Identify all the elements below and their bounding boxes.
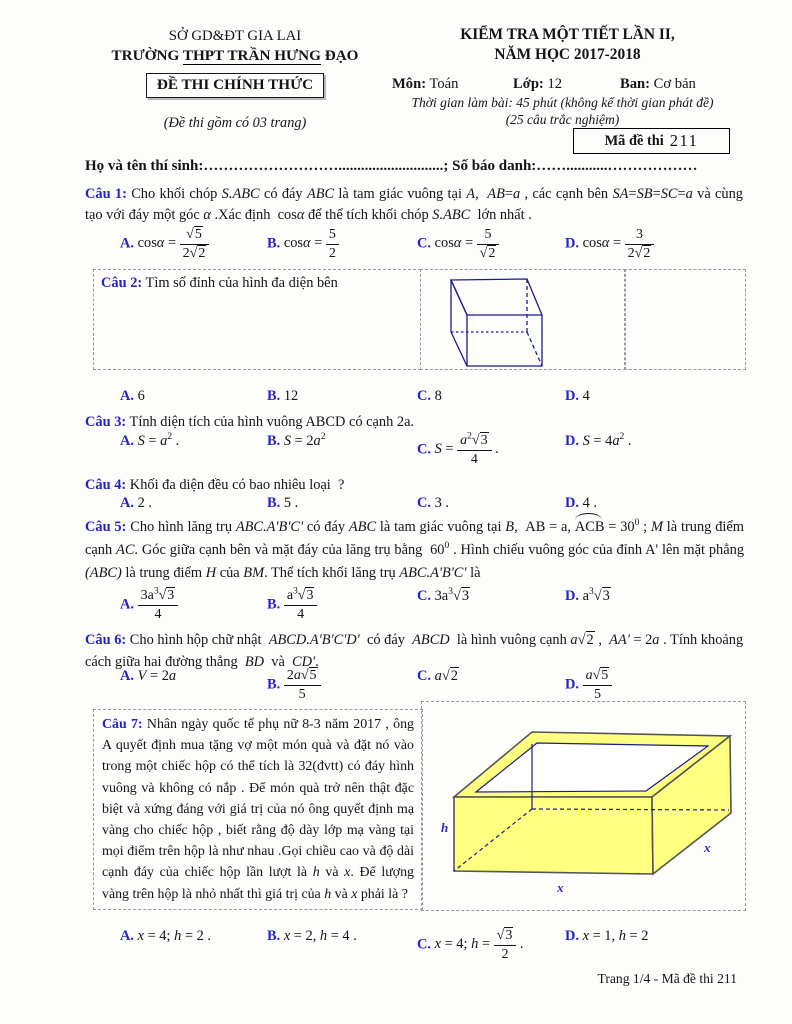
question-2-options — [85, 388, 747, 410]
department-name: SỞ GD&ĐT GIA LAI — [168, 28, 302, 44]
question-7-options — [85, 928, 747, 972]
question-5 — [85, 516, 744, 585]
question-4 — [85, 475, 743, 496]
page-footer: Trang 1/4 - Mã đề thi 211 — [597, 971, 737, 986]
option-a: A. $\frac{3a^3√3}{4}$ — [120, 588, 178, 622]
gift-box-figure — [424, 710, 742, 906]
question-6-label: Câu 6: — [85, 632, 127, 648]
student-name-line: Họ và tên thí sinh:………………………............................; Số báo danh:……...........……………… — [85, 158, 698, 174]
option-a: A. 2 . — [120, 495, 152, 511]
option-c: C. S = $\frac{a^2√3}{4}$ . — [417, 431, 499, 467]
option-b: B. cosα = $\frac{5}{2}$ — [267, 227, 339, 261]
option-b: B. $\frac{a^3√3}{4}$ — [267, 588, 317, 622]
question-5-options — [85, 588, 747, 634]
question-7-label: Câu 7: — [102, 717, 143, 732]
question-5-label: Câu 5: — [85, 519, 127, 535]
option-b: B. 12 — [267, 388, 299, 404]
option-c: C. 8 — [417, 388, 442, 404]
question-3-options — [85, 433, 747, 473]
option-b: B. $S = 2a^2$ — [267, 432, 326, 449]
polyhedron-figure — [439, 271, 547, 368]
question-2 — [93, 269, 421, 370]
question-count-note: (25 câu trắc nghiệm) — [505, 112, 620, 127]
option-c: C. $3a^3√3$ — [417, 587, 470, 604]
exam-title-line2: NĂM HỌC 2017-2018 — [494, 46, 641, 63]
question-3-label: Câu 3: — [85, 414, 127, 430]
official-exam-stamp: ĐỀ THI CHÍNH THỨC — [85, 73, 385, 98]
exam-code-label: Mã đề thi — [604, 132, 664, 149]
duration-note: Thời gian làm bài: 45 phút (không kể thời gian phát đề) — [411, 95, 714, 110]
option-d: D. $\frac{a√5}{5}$ — [565, 668, 612, 702]
option-a: A. 6 — [120, 388, 145, 404]
question-2-figure-cell — [420, 269, 626, 370]
option-d: D. x = 1, h = 2 — [565, 928, 649, 944]
question-7-figure-cell — [421, 701, 746, 911]
question-7 — [93, 709, 423, 910]
option-d: D. 4 . — [565, 495, 597, 511]
exam-page: SỞ GD&ĐT GIA LAI TRƯỜNG THPT TRẦN HƯNG ĐẠO ĐỀ THI CHÍNH THỨC (Đề thi gồm có 03 trang) KIỂM TRA MỘT TIẾT LẦN II, NĂM HỌC 2017-2018 Môn: Toán Lớp: 12 Ban: Cơ bản Thời gian làm bài: 45 phút (không kể thời gian phát đề) (25 câu trắc nghiệm) Mã đề thi 211 Họ và tên thí sinh:………………………............................; Số báo danh:……...........……………… Câu 1: Cho khối chóp S.ABC có đáy ABC là tam giác vuông tại A, AB=a , các cạnh bên SA=SB=SC=a và cùng tạo với đáy một góc α .Xác định cosα để thể tích khối chóp S.ABC lớn nhất . A. cosα = $\frac{√5}{2√2}$ B. cosα = $\frac{5}{2}$ C. cosα = $\frac{5}{√2}$ D. cosα = $\frac{3}{2√2}$ Câu 2: Tìm số đỉnh của hình đa diện bên A. 6 B. 12 C. 8 D. 4 Câu 3: Tính diện tích của hình vuông ABCD có cạnh 2a. A. $S = a^2$ . B. $S = 2a^2$ C. S = $\frac{a^2√3}{4}$ . D. $S = 4a^2$ . Câu 4: Khối đa diện đều có bao nhiêu loại ? A. 2 . B. 5 . C. 3 . D. 4 . Câu 5: Cho hình lăng trụ ABC.A'B'C' có đáy ABC là tam giác vuông tại B, AB = a, ACB = $30^0$ ; M là trung điểm cạnh AC. Góc giữa cạnh bên và mặt đáy của lăng trụ bằng $60^0$ . Hình chiếu vuông góc của đỉnh A' lên mặt phẳng (ABC) là trung điểm H của BM. Thể tích khối lăng trụ ABC.A'B'C' là A. $\frac{3a^3√3}{4}$ B. $\frac{a^3√3}{4}$ C. $3a^3√3$ D. $a^3√3$ Câu 6: Cho hình hộp chữ nhật ABCD.A'B'C'D' có đáy ABCD là hình vuông cạnh a√2 , AA' = 2a . Tính khoảng cách giữa hai đường thẳng BD và CD'. A. V = 2a B. $\frac{2a√5}{5}$ C. a√2 D. $\frac{a√5}{5}$ Câu 7: Nhân ngày quốc tế phụ nữ 8-3 năm 2017 , ông A quyết định mua tặng vợ một món quà và đặt nó vào trong một chiếc hộp có thể tích là 32(đvtt) có đáy hình vuông và không có nắp . Để món quà trở nên thật đặc biệt và xứng đáng với giá trị của nó ông quyết định mạ vàng cho chiếc hộp , biết rằng độ dày lớp mạ vàng tại mọi điểm trên hộp là như nhau .Gọi chiều cao và độ dài cạnh đáy của chiếc hộp lần lượt là h và x. Để lượng vàng trên hộp là nhỏ nhất thì giá trị của h và x phải là ? h x x A. x = 4; h = 2 . B. x = 2, h = 4 . C. x = 4; h = $\frac{√3}{2}$ . D. x = 1, h = 2 Trang 1/4 - Mã đề thi 211 — [0, 0, 792, 1024]
question-2-label: Câu 2: — [101, 275, 143, 291]
question-3 — [85, 412, 743, 433]
question-5-text: Cho hình lăng trụ ABC.A'B'C' có đáy ABC là tam giác vuông tại B, AB = a, ACB = $30^0$ ; M là trung điểm cạnh AC. Góc giữa cạnh bên và mặt đáy của lăng trụ bằng $60^0$ . Hình chiếu vuông góc của đỉnh A' lên mặt phẳng (ABC) là trung điểm H của BM. Thể tích khối lăng trụ ABC.A'B'C' là — [85, 519, 744, 581]
question-4-label: Câu 4: — [85, 477, 127, 493]
height-label: h — [441, 820, 449, 835]
exam-code-value: 211 — [669, 131, 699, 150]
depth-label: x — [704, 840, 711, 855]
question-7-text: Nhân ngày quốc tế phụ nữ 8-3 năm 2017 , ông A quyết định mua tặng vợ một món quà và đặt nó vào trong một chiếc hộp có thể tích là 32(đvtt) có đáy hình vuông và không có nắp . Để món quà trở nên thật đặc biệt và xứng đáng với giá trị của nó ông quyết định mạ vàng cho chiếc hộp , biết rằng độ dày lớp mạ vàng tại mọi điểm trên hộp là như nhau .Gọi chiều cao và độ dài cạnh đáy của chiếc hộp lần lượt là h và x. Để lượng vàng trên hộp là nhỏ nhất thì giá trị của h và x phải là ? — [102, 717, 414, 902]
pages-note: (Đề thi gồm có 03 trang) — [163, 115, 307, 131]
question-6-text: Cho hình hộp chữ nhật ABCD.A'B'C'D' có đáy ABCD là hình vuông cạnh a√2 , AA' = 2a . Tính khoảng cách giữa hai đường thẳng BD và CD'. — [85, 632, 744, 670]
option-a: A. V = 2a — [120, 668, 177, 684]
option-b: B. 5 . — [267, 495, 299, 511]
option-d: D. cosα = $\frac{3}{2√2}$ — [565, 227, 654, 261]
option-a: A. cosα = $\frac{√5}{2√2}$ — [120, 227, 209, 261]
question-1-options — [85, 227, 747, 271]
option-d: D. $S = 4a^2$ . — [565, 432, 632, 449]
question-3-text: Tính diện tích của hình vuông ABCD có cạnh 2a. — [129, 414, 415, 430]
option-b: B. $\frac{2a√5}{5}$ — [267, 668, 321, 702]
width-label: x — [557, 880, 564, 895]
question-2-empty-cell — [624, 269, 746, 370]
exam-code-box — [573, 128, 730, 154]
question-1 — [85, 184, 743, 226]
option-a: A. x = 4; h = 2 . — [120, 928, 212, 944]
question-1-text: Cho khối chóp S.ABC có đáy ABC là tam giác vuông tại A, AB=a , các cạnh bên SA=SB=SC=a và cùng tạo với đáy một góc α .Xác định cosα để thể tích khối chóp S.ABC lớn nhất . — [85, 186, 743, 223]
option-d: D. $a^3√3$ — [565, 587, 610, 604]
question-4-text: Khối đa diện đều có bao nhiêu loại ? — [129, 477, 345, 493]
question-4-options — [85, 495, 747, 517]
option-c: C. x = 4; h = $\frac{√3}{2}$ . — [417, 928, 524, 962]
option-a: A. $S = a^2$ . — [120, 432, 180, 449]
option-c: C. a√2 — [417, 668, 458, 684]
question-1-label: Câu 1: — [85, 186, 127, 202]
school-name: TRƯỜNG THPT TRẦN HƯNG ĐẠO — [111, 47, 359, 64]
option-c: C. 3 . — [417, 495, 449, 511]
option-d: D. 4 — [565, 388, 590, 404]
question-6 — [85, 630, 744, 673]
exam-title-line1: KIỂM TRA MỘT TIẾT LẦN II, — [460, 26, 675, 43]
option-c: C. cosα = $\frac{5}{√2}$ — [417, 227, 499, 261]
question-2-text: Tìm số đỉnh của hình đa diện bên — [145, 275, 338, 291]
option-b: B. x = 2, h = 4 . — [267, 928, 357, 944]
